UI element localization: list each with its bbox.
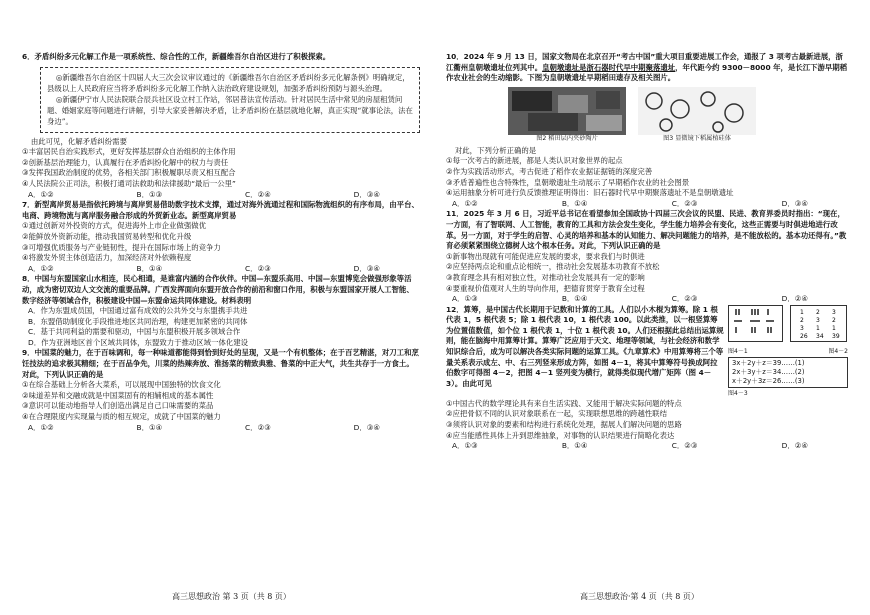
- question-9-choices: [22, 423, 420, 434]
- question-12: [446, 305, 848, 452]
- question-7-option-1: ①通过创新对外投资的方式，促进海外上市企业做强做优: [22, 221, 207, 231]
- choice-b: B．①④: [136, 422, 163, 432]
- question-8-option-d: D．作为亚洲地区首个区域共同体，东盟致力于推动区域一体化建设: [28, 337, 249, 347]
- choice-d: D．②④: [781, 441, 808, 451]
- question-10-figures: [508, 87, 848, 143]
- question-10-stem-underlined: 皇朝墩遗址是浙石器时代早中期聚落遗址: [542, 62, 676, 72]
- question-11-option-4: ④要重视价值观对人生的导向作用，把德育贯穿于教育全过程: [446, 283, 645, 293]
- figure-3: [638, 87, 756, 143]
- choice-c: C．②④: [245, 189, 271, 199]
- question-11-option-1: ①新事物出现就有可能促进应发展的要求，要求我们与时俱进: [446, 251, 645, 261]
- question-9: [22, 348, 420, 433]
- question-10-option-1: ①每一次考古的新进展，都是人类认识对象世界的起点: [446, 156, 623, 166]
- question-10-stem-part-b: ，年代距今约 9300－8000 年，是长江下游早期稻作农业社会的生动缩影。下图为皇朝墩遗址早期稻田遗存及相关图片。: [446, 62, 848, 83]
- choice-d: D．③④: [781, 198, 808, 208]
- question-9-option-1: ①在综合基础上分析各大菜系，可以展现中国独特的饮食文化: [22, 380, 221, 390]
- figure-labels-row: [728, 348, 848, 355]
- question-12-option-1: ①中国古代的数学理论具有来自生活实践、又能用于解决实际问题的特点: [446, 398, 682, 408]
- question-10-option-3: ③矛盾普遍性也含特殊性，皇朝墩遗址生动展示了早期稻作农业的社会图景: [446, 177, 690, 187]
- matrix-cell: 3: [816, 316, 820, 324]
- question-7-option-3: ③可增强优质服务与产业链韧性，提升在国际市场上的竞争力: [22, 242, 221, 252]
- matrix-cell: 2: [800, 316, 804, 324]
- choice-c: C．②③: [671, 198, 698, 208]
- question-12-choices: [446, 441, 848, 452]
- matrix-cell: 2: [816, 308, 820, 316]
- choice-c: C．②③: [671, 441, 698, 451]
- figure-4-2-caption: 图4－2: [828, 348, 848, 356]
- figure-2: [508, 87, 626, 143]
- figure-2-caption: 图2 稻田层内夹砂陶片: [536, 134, 598, 142]
- matrix-cell: 34: [816, 332, 824, 340]
- question-6-lead: 由此可见，化解矛盾纠纷需要: [30, 136, 127, 146]
- question-11-stem: 11．2025 年 3 月 6 日，习近平总书记在看望参加全国政协十四届三次会议的民盟、民进、教育界委员时指出：“现在，一方面，有了智联网、人工智能，教育的工具和方法会发生变化，学生能力培养会有变化，这些正需要与时俱进地进行改革。另一方面，对于学生的启智、心灵的培养和基本的认知能力、解决问题能力的培养，是不能放松的。基本功还得有。”教育必须紧紧围绕立德树人这个根本任务。对此，下列认识正确的是: [446, 209, 847, 251]
- choice-b: B．①④: [136, 263, 163, 273]
- figure-3-caption: 图3 显微镜下稻属植硅体: [663, 134, 731, 142]
- question-6-material-2: ◎新疆伊宁市人民法院联合辰兵社区设立村工作站，邻居普法宣传活动。针对居民生活中常见的房屋租赁问题、婚姻家庭等问题进行讲解，引导大家妥善解决矛盾，让矛盾纠纷在基层就地化解，真正实现“就事论法，法在身边”。: [47, 95, 413, 127]
- equation-1: 3x＋2y＋z＝39……(1): [732, 359, 805, 368]
- question-12-stem: 12．算筹，是中国古代长期用于记数和计算的工具。人们以小木棍为算筹。除 1 根代表 1，5 根代表 5；除 1 根代表 10，1 根代表 100。以此类推，以一根竖算筹为位置值数值，如个位 1 根代表 1，十位 1 根代表 10。人们还根据此总结出运算规则，能在脑海中用算筹计算。算筹广泛应用于天文、地理等领域，与社会经济和数学知识综合后，成为可以解决各类实际问题的运算工具。《九章算术》中用算筹将三个等量关系表示成左、中、右三列竖来形成方阵，如图 4－1，将其中算筹符号换成阿拉伯数字可得图 4－2，把图 4－1 竖列变为横行，就得类似现代增广矩阵（图 4－3）。由此可见: [446, 304, 724, 388]
- question-8-option-a: A．作为东盟成员国，中国通过富有成效的公共外交与东盟携手共进: [28, 306, 248, 316]
- choice-a: A．①②: [28, 263, 54, 273]
- question-6-material-box: [40, 67, 420, 133]
- question-11-option-3: ③教育理念具有相对独立性，对推动社会发展具有一定的影响: [446, 272, 645, 282]
- question-7: [22, 200, 420, 274]
- question-11-choices: [446, 294, 848, 305]
- matrix-cell: 3: [800, 324, 804, 332]
- choice-a: A．①③: [452, 441, 478, 451]
- figure-4-3-caption: 图4－3: [728, 390, 748, 398]
- page-footer-right: 高三思想政治·第 4 页（共 8 页）: [580, 592, 699, 601]
- question-10: [446, 52, 848, 209]
- choice-a: A．①②: [28, 422, 54, 432]
- page-footer-left: 高三思想政治 第 3 页（共 8 页）: [172, 592, 291, 601]
- right-column: [446, 52, 848, 587]
- question-6-material-1: ◎新疆维吾尔自治区十四届人大三次会议审议通过的《新疆维吾尔自治区矛盾纠纷多元化解条例》明确规定，县级以上人民政府应当将矛盾纠纷多元化解工作纳入法治政府建设规划，加强矛盾纠纷预防与源头治理。: [47, 72, 410, 93]
- question-6-choices: [22, 190, 420, 201]
- question-12-figures: [728, 305, 848, 399]
- choice-a: A．①③: [452, 294, 478, 304]
- question-7-stem: 7．新型离岸贸易是指依托跨境与离岸贸易借助数字技术支撑，通过对海外流通过程和国际物流组织的有序布局，由平台、电商、跨境物流与离岸服务融合形成的外贸新业态。新型离岸贸易: [22, 200, 419, 220]
- question-6: [22, 52, 420, 200]
- equation-system: [728, 357, 848, 388]
- choice-c: C．②③: [245, 422, 271, 432]
- choice-a: A．①②: [452, 198, 478, 208]
- question-12-option-2: ②应把骨似不同的认识对象联系在一起，实现联想思维的跨越性联结: [446, 409, 667, 419]
- question-9-stem: 9．中国菜的魅力，在于百味调和，每一种味道都能得到恰到好处的呈现，又是一个有机整体；在于百艺精湛，对刀工和烹饪技法的追求极其精细；在于百品争先，川菜的热辣奔放、淮扬菜的精致典雅、鲁菜的中正大气，共生共存于一方食土。对此，下列认识正确的是: [22, 348, 419, 379]
- phytolith-microscope-photo: [638, 87, 756, 135]
- choice-c: C．②③: [245, 263, 271, 273]
- question-9-option-2: ②味道差异和交融成就是中国菜固有的相辅相成的基本属性: [22, 390, 214, 400]
- choice-b: B．①④: [561, 294, 588, 304]
- choice-d: D．③④: [353, 422, 380, 432]
- pottery-shard-photo: [508, 87, 626, 135]
- figure-4-1-caption: 图4－1: [728, 348, 748, 356]
- matrix-cell: 26: [800, 332, 808, 340]
- left-column: [22, 52, 420, 587]
- question-6-option-2: ②创新基层治理能力，认真履行在矛盾纠纷化解中的权力与责任: [22, 157, 229, 167]
- question-7-option-2: ②能鲜放外资新动能，推动我国贸易转型和优化升级: [22, 231, 192, 241]
- counting-rods-figure: [728, 305, 848, 345]
- choice-c: C．②③: [671, 294, 698, 304]
- choice-d: D．②④: [781, 294, 808, 304]
- matrix-cell: 1: [816, 324, 820, 332]
- question-8-option-b: B．东盟借助制度化手段推进地区共同治理，构建更加紧密的共同体: [28, 316, 248, 326]
- matrix-cell: 2: [832, 316, 836, 324]
- question-8-option-c: C．基于共同利益的需要和驱动，中国与东盟积极开展多领域合作: [28, 327, 241, 337]
- question-7-option-4: ④将激发外贸主体创造活力，加深经济对外依赖程度: [22, 253, 192, 263]
- question-10-choices: [446, 199, 848, 210]
- question-6-option-1: ①丰富居民自治实践形式，更好发挥基层群众自治组织的主体作用: [22, 147, 236, 157]
- question-12-option-4: ④应当能感性具体上升到思维抽象，对事物的认识结果进行简略化表达: [446, 430, 675, 440]
- choice-b: B．①④: [561, 198, 588, 208]
- question-9-option-3: ③意识可以能动地指导人们创造出满足自己口味需要的菜品: [22, 401, 214, 411]
- question-10-option-4: ④运用抽象分析可进行负反馈推理证明得出：旧石器时代早中期聚落遗址不是皇朝墩遗址: [446, 188, 734, 198]
- equation-2: 2x＋3y＋z＝34……(2): [732, 368, 805, 377]
- choice-b: B．①④: [561, 441, 588, 451]
- question-12-layout: [446, 305, 848, 399]
- matrix-cell: 3: [832, 308, 836, 316]
- question-8: [22, 274, 420, 348]
- choice-b: B．①③: [136, 189, 163, 199]
- matrix-cell: 1: [800, 308, 804, 316]
- question-10-lead: 对此，下列分析正确的是: [454, 145, 537, 155]
- question-11: [446, 209, 848, 304]
- question-11-option-2: ②应坚持两点论和重点论相统一，推动社会发展基本功教育不放松: [446, 262, 660, 272]
- question-9-option-4: ④在合理限度内实现量与质的相互规定，成就了中国菜的魅力: [22, 412, 221, 422]
- question-10-stem-part-a: 10．2024 年 9 月 13 日，国家文物局在北京召开“考古中国”重大项目重要进展工作会，通报了 3 项考古最新进展，浙江衢州皇朝墩遗址位列其中。: [446, 52, 843, 72]
- question-10-option-2: ②作为实践活动形式，考古促进了稻作农业据证据链的深度完善: [446, 166, 653, 176]
- choice-d: D．③④: [353, 189, 380, 199]
- question-6-stem: 6．矛盾纠纷多元化解工作是一项系统性、综合性的工作，新疆维吾尔自治区进行了积极探索。: [22, 52, 331, 61]
- question-6-option-4: ④人民法院公正司法，积极打通司法救助和法律援助“最后一公里”: [22, 178, 236, 188]
- question-8-stem: 8．中国与东盟国家山水相连，民心相通，是谁富内涵的合作伙伴。中国—东盟乐高用、中国—东盟博览会做强形象等活动，成为密切双边人文交流的重要品牌。广西发挥面向东盟开放合作的前沿和窗口作用，积极与东盟国家开展人工智能、数字经济等领域合作，积极建设中国—东盟命运共同体建设。材料表明: [22, 274, 414, 305]
- choice-d: D．③④: [353, 263, 380, 273]
- question-7-choices: [22, 264, 420, 275]
- question-12-option-3: ③须将认识对象的要素和结构进行系统化处理，据展人们解决问题的思路: [446, 420, 682, 430]
- matrix-cell: 1: [832, 324, 836, 332]
- choice-a: A．①②: [28, 189, 54, 199]
- question-6-option-3: ③发挥我国政治制度的优势，各相关部门积极履职尽责又相互配合: [22, 168, 236, 178]
- equation-3: x＋2y＋3z＝26……(3): [732, 377, 805, 386]
- matrix-cell: 39: [832, 332, 840, 340]
- question-10-stem: [446, 52, 848, 84]
